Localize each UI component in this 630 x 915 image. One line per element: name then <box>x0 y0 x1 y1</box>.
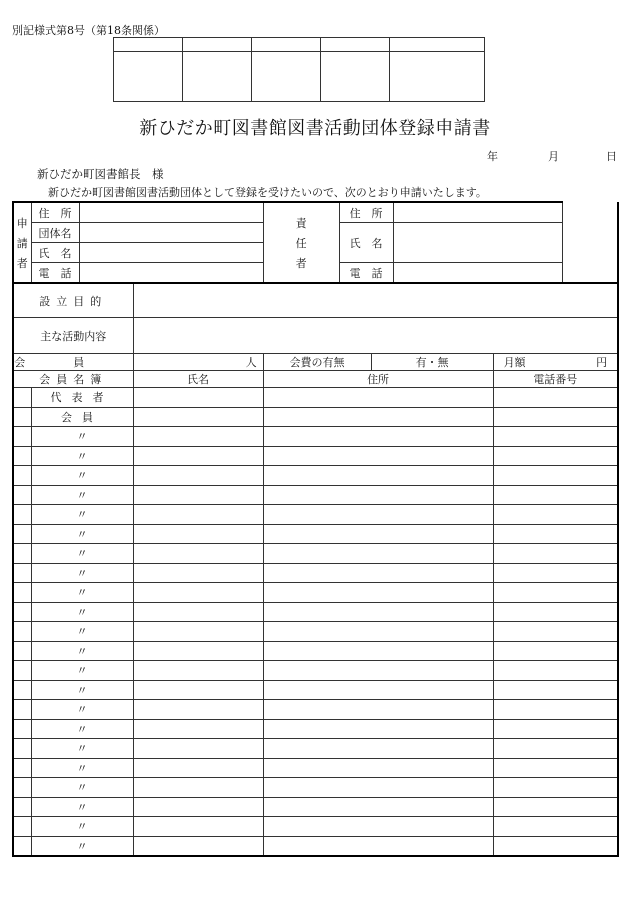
roster-row-spacer <box>13 602 31 622</box>
roster-address-field[interactable] <box>263 797 493 817</box>
table-row <box>13 680 618 700</box>
roster-row-spacer <box>13 719 31 739</box>
roster-name-field[interactable] <box>133 524 263 544</box>
roster-phone-field[interactable] <box>493 661 618 681</box>
approval-stamp-table <box>113 37 485 102</box>
roster-name-field[interactable] <box>133 836 263 856</box>
roster-address-field[interactable] <box>263 680 493 700</box>
roster-name-field[interactable] <box>133 661 263 681</box>
roster-phone-field[interactable] <box>493 700 618 720</box>
roster-phone-field[interactable] <box>493 466 618 486</box>
roster-row-spacer <box>13 836 31 856</box>
table-row <box>13 661 618 681</box>
roster-row-label: 〃 <box>31 485 133 505</box>
table-row <box>13 388 618 408</box>
roster-row-label: 会員 <box>31 407 133 427</box>
roster-row-spacer <box>13 466 31 486</box>
roster-name-field[interactable] <box>133 427 263 447</box>
table-row <box>13 817 618 837</box>
form-label: 別記様式第8号（第18条関係） <box>12 24 165 37</box>
responsible-name-label: 氏 名 <box>339 223 393 263</box>
table-row <box>13 485 618 505</box>
responsible-address-label: 住 所 <box>339 202 393 223</box>
roster-row-label: 〃 <box>31 544 133 564</box>
table-row <box>13 797 618 817</box>
roster-phone-field[interactable] <box>493 427 618 447</box>
date-year: 年 <box>487 150 498 163</box>
table-row <box>13 778 618 798</box>
roster-name-field[interactable] <box>133 719 263 739</box>
roster-row-spacer <box>13 622 31 642</box>
roster-phone-field[interactable] <box>493 505 618 525</box>
activity-label: 主な活動内容 <box>13 318 133 354</box>
roster-row-label: 〃 <box>31 583 133 603</box>
roster-row-label: 〃 <box>31 505 133 525</box>
roster-row-label: 〃 <box>31 817 133 837</box>
roster-col-phone: 電話番号 <box>493 371 618 388</box>
roster-name-field[interactable] <box>133 817 263 837</box>
responsible-phone-label: 電 話 <box>339 263 393 284</box>
roster-name-field[interactable] <box>133 680 263 700</box>
responsible-side-label: 責 任 者 <box>263 202 339 283</box>
date-month: 月 <box>548 150 559 163</box>
roster-phone-field[interactable] <box>493 407 618 427</box>
roster-phone-field[interactable] <box>493 817 618 837</box>
roster-row-label: 〃 <box>31 427 133 447</box>
roster-row-label: 〃 <box>31 622 133 642</box>
table-row <box>13 836 618 856</box>
roster-phone-field[interactable] <box>493 544 618 564</box>
roster-address-field[interactable] <box>263 466 493 486</box>
responsible-address-field[interactable] <box>393 202 562 223</box>
applicant-side-label: 申 請 者 <box>13 202 31 283</box>
applicant-name-field[interactable] <box>79 243 263 263</box>
roster-row-spacer <box>13 563 31 583</box>
applicant-group-name-label: 団体名 <box>31 223 79 243</box>
applicant-group-name-field[interactable] <box>79 223 263 243</box>
roster-phone-field[interactable] <box>493 446 618 466</box>
roster-phone-field[interactable] <box>493 797 618 817</box>
table-row <box>13 641 618 661</box>
roster-row-spacer <box>13 446 31 466</box>
roster-address-field[interactable] <box>263 505 493 525</box>
table-row <box>13 524 618 544</box>
roster-name-field[interactable] <box>133 505 263 525</box>
roster-phone-field[interactable] <box>493 524 618 544</box>
roster-address-field[interactable] <box>263 641 493 661</box>
application-form-table <box>12 201 619 857</box>
roster-name-field[interactable] <box>133 778 263 798</box>
roster-address-field[interactable] <box>263 739 493 759</box>
roster-col-address: 住所 <box>263 371 493 388</box>
roster-phone-field[interactable] <box>493 583 618 603</box>
roster-col-name: 氏名 <box>133 371 263 388</box>
roster-address-field[interactable] <box>263 661 493 681</box>
roster-name-field[interactable] <box>133 622 263 642</box>
roster-row-spacer <box>13 778 31 798</box>
members-label: 会員 <box>13 354 133 371</box>
table-row <box>13 563 618 583</box>
roster-address-field[interactable] <box>263 719 493 739</box>
roster-row-spacer <box>13 583 31 603</box>
applicant-name-label: 氏 名 <box>31 243 79 263</box>
roster-address-field[interactable] <box>263 388 493 408</box>
roster-row-label: 〃 <box>31 661 133 681</box>
table-row <box>13 719 618 739</box>
roster-address-field[interactable] <box>263 524 493 544</box>
roster-address-field[interactable] <box>263 485 493 505</box>
table-row <box>13 427 618 447</box>
roster-row-label: 〃 <box>31 778 133 798</box>
roster-row-spacer <box>13 758 31 778</box>
roster-address-field[interactable] <box>263 758 493 778</box>
roster-name-field[interactable] <box>133 446 263 466</box>
roster-name-field[interactable] <box>133 485 263 505</box>
table-row <box>13 505 618 525</box>
roster-name-field[interactable] <box>133 758 263 778</box>
addressee: 新ひだか町図書館長 様 <box>37 167 164 181</box>
roster-address-field[interactable] <box>263 427 493 447</box>
roster-row-label: 〃 <box>31 758 133 778</box>
roster-name-field[interactable] <box>133 407 263 427</box>
roster-row-spacer <box>13 700 31 720</box>
roster-row-spacer <box>13 661 31 681</box>
roster-phone-field[interactable] <box>493 563 618 583</box>
roster-name-field[interactable] <box>133 700 263 720</box>
page-title: 新ひだか町図書館図書活動団体登録申請書 <box>139 118 491 139</box>
table-row <box>13 700 618 720</box>
roster-row-label: 〃 <box>31 641 133 661</box>
intro-text: 新ひだか町図書館図書活動団体として登録を受けたいので、次のとおり申請いたします。 <box>48 186 487 199</box>
table-row <box>13 544 618 564</box>
roster-name-field[interactable] <box>133 583 263 603</box>
roster-address-field[interactable] <box>263 446 493 466</box>
roster-address-field[interactable] <box>263 544 493 564</box>
roster-row-spacer <box>13 739 31 759</box>
roster-address-field[interactable] <box>263 407 493 427</box>
roster-label: 会員名簿 <box>13 371 133 388</box>
roster-phone-field[interactable] <box>493 739 618 759</box>
roster-row-label: 〃 <box>31 602 133 622</box>
roster-row-label: 〃 <box>31 797 133 817</box>
date-day: 日 <box>606 150 617 163</box>
roster-name-field[interactable] <box>133 466 263 486</box>
table-row <box>13 758 618 778</box>
roster-phone-field[interactable] <box>493 388 618 408</box>
roster-row-label: 〃 <box>31 700 133 720</box>
roster-row-spacer <box>13 524 31 544</box>
roster-address-field[interactable] <box>263 817 493 837</box>
roster-row-spacer <box>13 485 31 505</box>
roster-phone-field[interactable] <box>493 485 618 505</box>
roster-row-label: 〃 <box>31 563 133 583</box>
roster-phone-field[interactable] <box>493 836 618 856</box>
roster-phone-field[interactable] <box>493 778 618 798</box>
fee-options[interactable]: 有・無 <box>371 354 493 371</box>
roster-name-field[interactable] <box>133 563 263 583</box>
roster-phone-field[interactable] <box>493 641 618 661</box>
roster-phone-field[interactable] <box>493 758 618 778</box>
roster-row-spacer <box>13 544 31 564</box>
roster-address-field[interactable] <box>263 583 493 603</box>
roster-row-spacer <box>13 427 31 447</box>
applicant-address-field[interactable] <box>79 202 263 223</box>
roster-row-label: 〃 <box>31 466 133 486</box>
roster-row-spacer <box>13 817 31 837</box>
roster-phone-field[interactable] <box>493 719 618 739</box>
roster-row-label: 〃 <box>31 719 133 739</box>
roster-address-field[interactable] <box>263 836 493 856</box>
roster-row-spacer <box>13 505 31 525</box>
roster-row-spacer <box>13 797 31 817</box>
table-row <box>13 446 618 466</box>
roster-address-field[interactable] <box>263 622 493 642</box>
table-row <box>13 739 618 759</box>
applicant-phone-label: 電 話 <box>31 263 79 284</box>
roster-row-label: 〃 <box>31 446 133 466</box>
table-row <box>13 466 618 486</box>
roster-name-field[interactable] <box>133 602 263 622</box>
roster-row-label: 〃 <box>31 739 133 759</box>
monthly-fee-field[interactable]: 月額 円 <box>493 354 618 371</box>
applicant-address-label: 住 所 <box>31 202 79 223</box>
applicant-phone-field[interactable] <box>79 263 263 284</box>
roster-name-field[interactable] <box>133 739 263 759</box>
roster-name-field[interactable] <box>133 388 263 408</box>
roster-address-field[interactable] <box>263 778 493 798</box>
roster-phone-field[interactable] <box>493 680 618 700</box>
roster-name-field[interactable] <box>133 544 263 564</box>
table-row <box>13 602 618 622</box>
roster-row-label: 〃 <box>31 524 133 544</box>
roster-row-spacer <box>13 388 31 408</box>
table-row <box>13 407 618 427</box>
members-count-field[interactable]: 人 <box>133 354 263 371</box>
roster-address-field[interactable] <box>263 700 493 720</box>
responsible-name-field[interactable] <box>393 223 562 263</box>
roster-phone-field[interactable] <box>493 622 618 642</box>
table-row <box>13 583 618 603</box>
fee-presence-label: 会費の有無 <box>263 354 371 371</box>
roster-row-spacer <box>13 641 31 661</box>
roster-name-field[interactable] <box>133 641 263 661</box>
table-row <box>13 622 618 642</box>
roster-row-label: 〃 <box>31 680 133 700</box>
roster-row-spacer <box>13 407 31 427</box>
purpose-label: 設立目的 <box>13 283 133 318</box>
responsible-phone-field[interactable] <box>393 263 562 284</box>
roster-row-spacer <box>13 680 31 700</box>
roster-address-field[interactable] <box>263 563 493 583</box>
activity-field[interactable] <box>133 318 618 354</box>
purpose-field[interactable] <box>133 283 618 318</box>
roster-phone-field[interactable] <box>493 602 618 622</box>
roster-address-field[interactable] <box>263 602 493 622</box>
roster-row-label: 代表者 <box>31 388 133 408</box>
roster-row-label: 〃 <box>31 836 133 856</box>
roster-name-field[interactable] <box>133 797 263 817</box>
